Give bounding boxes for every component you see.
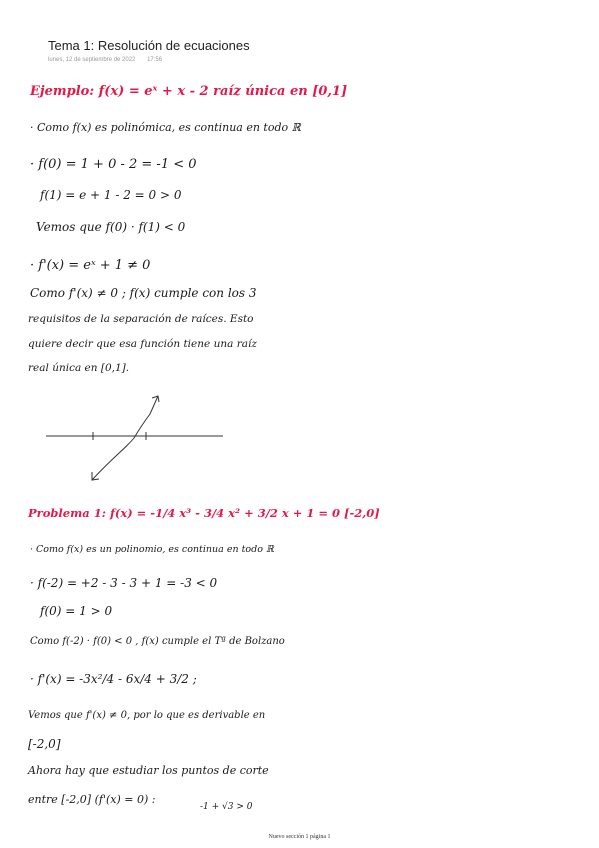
note-line: Ahora hay que estudiar los puntos de corte: [28, 764, 269, 777]
note-line: · Como f(x) es un polinomio, es continua en todo ℝ: [30, 544, 274, 555]
note-line: Como f(-2) · f(0) < 0 , f(x) cumple el Tª de Bolzano: [30, 636, 285, 647]
note-line: -1 + √3 > 0: [200, 802, 253, 812]
page-time: 17:56: [147, 57, 163, 63]
note-line: real única en [0,1].: [28, 362, 130, 374]
note-line: entre [-2,0] (f'(x) = 0) :: [28, 793, 156, 806]
function-sketch: [40, 388, 230, 488]
note-line: quiere decir que esa función tiene una raíz: [28, 338, 257, 350]
page-date: lunes, 12 de septiembre de 2022: [48, 57, 136, 63]
note-line: Vemos que f(0) · f(1) < 0: [36, 220, 186, 234]
page-title: Tema 1: Resolución de ecuaciones: [48, 38, 250, 53]
page-footer: Nuevo sección 1 página 1: [268, 834, 331, 840]
note-line: · f'(x) = -3x²/4 - 6x/4 + 3/2 ;: [30, 672, 197, 686]
note-line: · Como f(x) es polinómica, es continua en todo ℝ: [30, 121, 301, 134]
note-line: · f'(x) = eˣ + 1 ≠ 0: [30, 258, 151, 273]
note-line: Vemos que f'(x) ≠ 0, por lo que es derivable en: [28, 710, 266, 721]
note-line: f(1) = e + 1 - 2 = 0 > 0: [40, 188, 182, 202]
note-line: Como f'(x) ≠ 0 ; f(x) cumple con los 3: [30, 286, 257, 300]
page-timestamp: [48, 57, 162, 63]
note-line: f(0) = 1 > 0: [40, 604, 113, 618]
note-line: · f(-2) = +2 - 3 - 3 + 1 = -3 < 0: [30, 576, 218, 590]
note-line: · f(0) = 1 + 0 - 2 = -1 < 0: [30, 157, 197, 172]
note-line: requisitos de la separación de raíces. Esto: [28, 313, 254, 325]
example-heading: Ejemplo: f(x) = eˣ + x - 2 raíz única en [0,1]: [30, 84, 348, 99]
problem-heading: Problema 1: f(x) = -1/4 x³ - 3/4 x² + 3/2 x + 1 = 0 [-2,0]: [28, 506, 380, 520]
note-line: [-2,0]: [28, 737, 61, 751]
function-curve: [92, 396, 158, 480]
